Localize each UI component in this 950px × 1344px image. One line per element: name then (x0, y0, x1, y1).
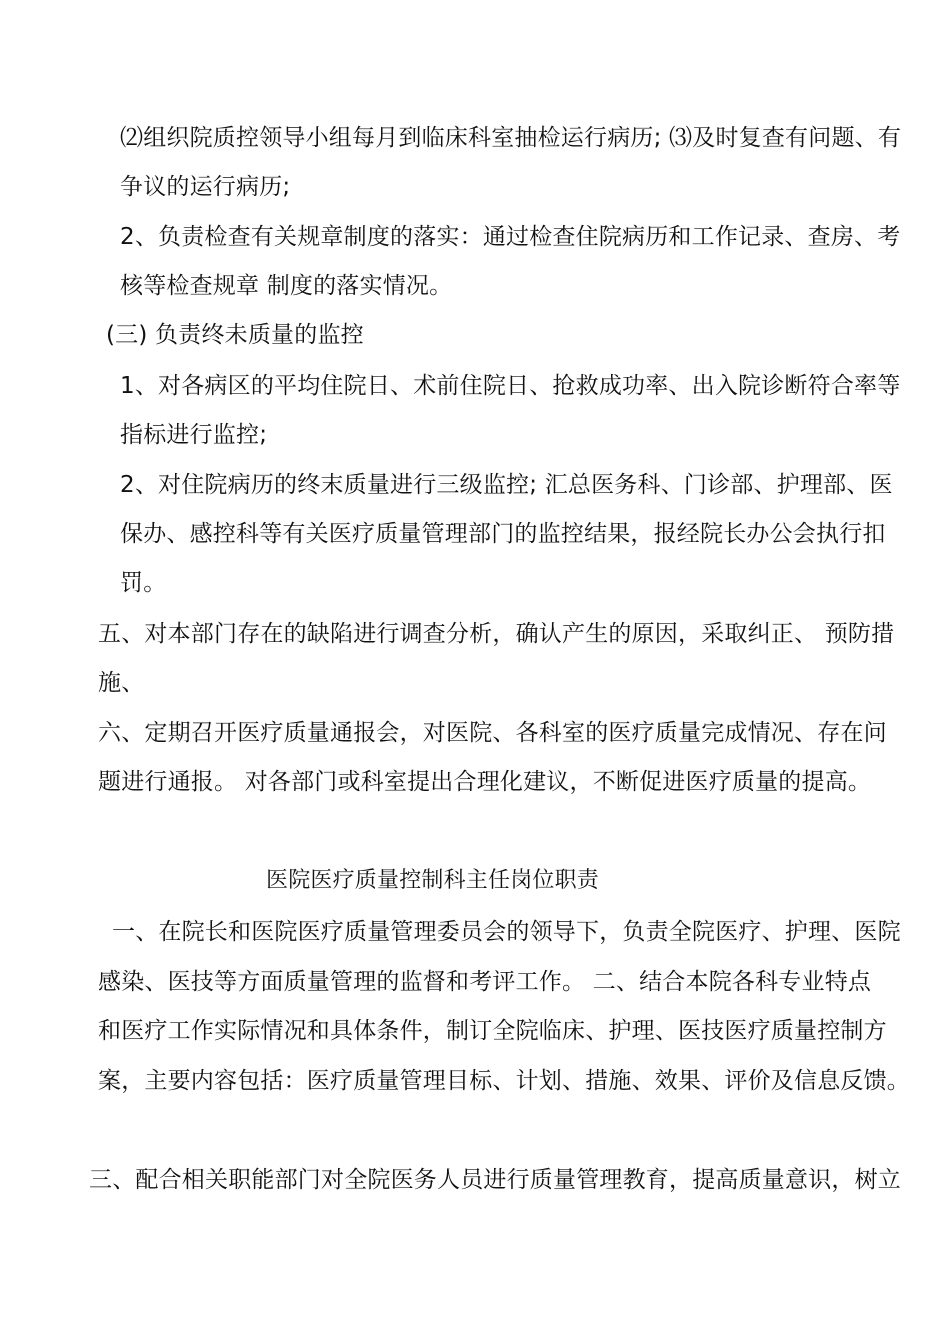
text-line: 2、负责检查有关规章制度的落实：通过检查住院病历和工作记录、查房、考 (120, 224, 901, 250)
text-line: ⑵组织院质控领导小组每月到临床科室抽检运行病历; ⑶及时复查有问题、有 (120, 125, 902, 151)
text-line: 2、对住院病历的终末质量进行三级监控; 汇总医务科、门诊部、护理部、医 (120, 472, 893, 498)
text-line: 六、定期召开医疗质量通报会，对医院、各科室的医疗质量完成情况、存在问 (98, 720, 887, 746)
text-line: 指标进行监控; (120, 422, 268, 448)
document-title: 医院医疗质量控制科主任岗位职责 (266, 868, 600, 893)
text-line: 保办、感控科等有关医疗质量管理部门的监控结果，报经院长办公会执行扣 (120, 521, 886, 547)
text-line: 一、在院长和医院医疗质量管理委员会的领导下，负责全院医疗、护理、医院 (112, 919, 901, 945)
text-line: 五、对本部门存在的缺陷进行调查分析，确认产生的原因，采取纠正、 预防措 (98, 621, 895, 647)
text-line: 三、配合相关职能部门对全院医务人员进行质量管理教育，提高质量意识，树立 (89, 1167, 901, 1193)
text-line: 1、对各病区的平均住院日、术前住院日、抢救成功率、出入院诊断符合率等 (120, 373, 901, 399)
text-line: 感染、医技等方面质量管理的监督和考评工作。 二、结合本院各科专业特点 (98, 969, 872, 995)
text-line: 案，主要内容包括：医疗质量管理目标、计划、措施、效果、评价及信息反馈。 (98, 1068, 910, 1094)
text-line: 施、 (98, 670, 145, 696)
text-line: 争议的运行病历; (120, 174, 291, 200)
text-line: 和医疗工作实际情况和具体条件，制订全院临床、护理、医技医疗质量控制方 (98, 1018, 887, 1044)
text-line: 题进行通报。 对各部门或科室提出合理化建议，不断促进医疗质量的提高。 (98, 769, 872, 795)
text-line: 罚。 (120, 570, 167, 596)
text-line: 核等检查规章 制度的落实情况。 (120, 273, 453, 299)
section-heading: (三) 负责终未质量的监控 (106, 322, 364, 348)
